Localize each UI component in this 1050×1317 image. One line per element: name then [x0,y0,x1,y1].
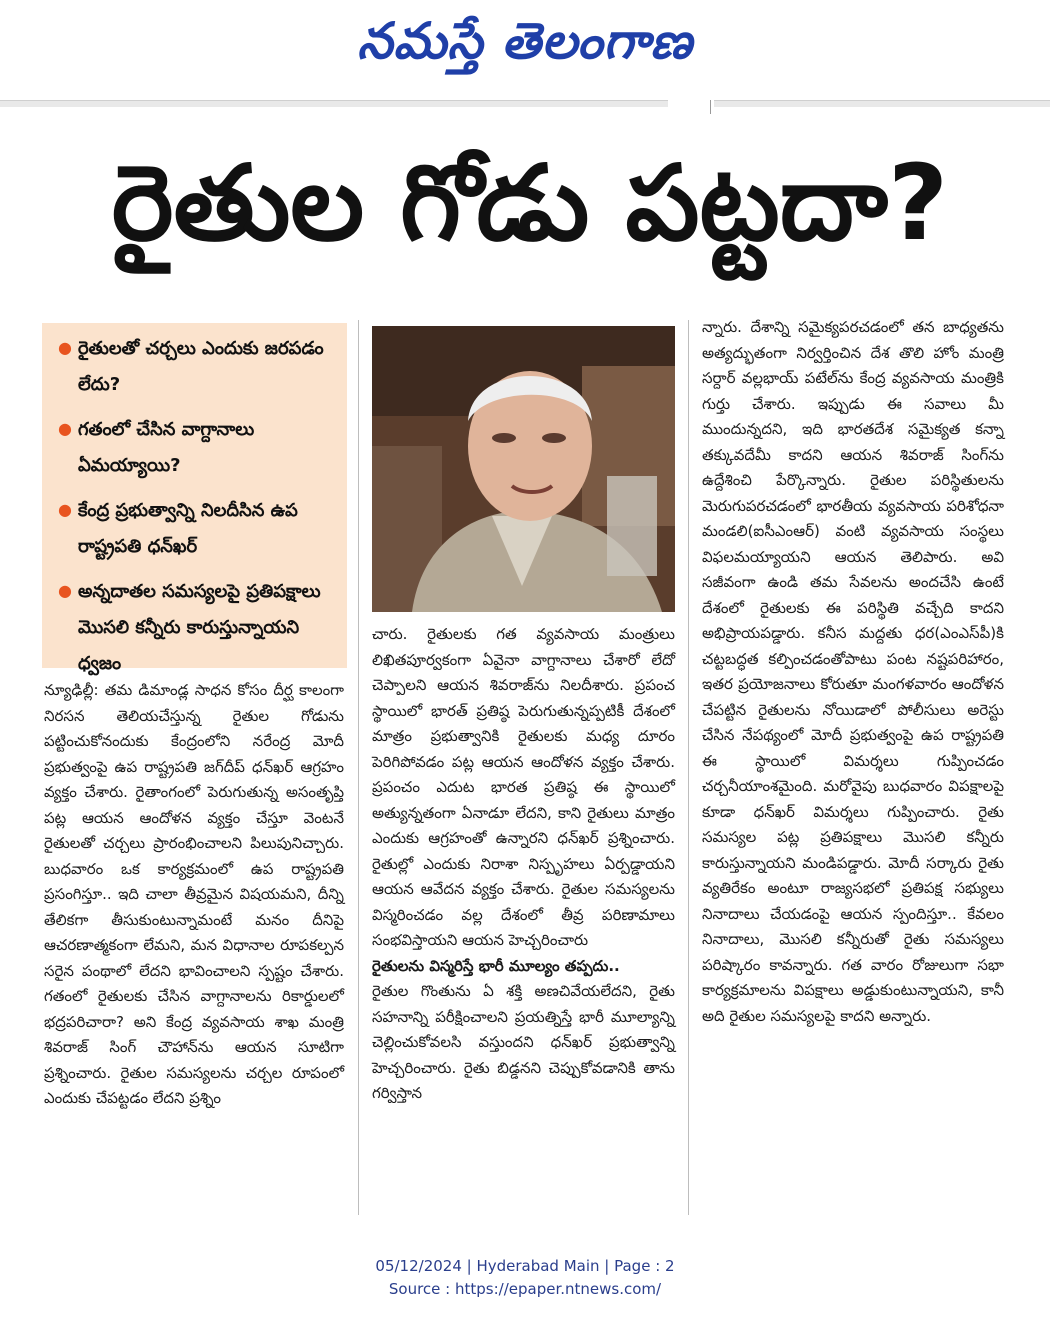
article-paragraph: రైతుల గొంతును ఏ శక్తి అణచివేయలేదని, రైతు సహనాన్ని పరీక్షించాలని ప్రయత్నిస్తే భారీ మూల్యాన్ని చెల్లించుకోవలసి వస్తుందని ధన్‌ఖర్ ప్రభుత్వాన్ని హెచ్చరించారు. రైతు బిడ్డనని చెప్పుకోవడానికి తాను గర్విస్తాన [372,982,675,1102]
highlight-text: గతంలో చేసిన వాగ్దానాలు ఏమయ్యాయి? [78,419,255,476]
highlight-text: రైతులతో చర్చలు ఎందుకు జరపడం లేదు? [78,338,324,395]
column-divider [358,320,359,1215]
masthead-rule-divider [710,100,711,114]
article-column-2 [372,622,675,1207]
article-column-3 [702,315,1004,1205]
article-paragraph: న్నారు. దేశాన్ని సమైక్యపరచడంలో తన బాధ్యతను అత్యద్భుతంగా నిర్వర్తించిన దేశ తొలి హోం మంత్రి సర్దార్ వల్లభాయ్ పటేల్‌ను కేంద్ర వ్యవసాయ మంత్రికి గుర్తు చేశారు. ఇప్పుడు ఈ సవాలు మీ ముందున్నదని, ఇది భారతదేశ సమైక్యత కన్నా తక్కువదేమీ కాదని ఆయన శివరాజ్ సింగ్‌ను ఉద్దేశించి పేర్కొన్నారు. రైతుల పరిస్థితులను మెరుగుపరచడంలో భారతీయ వ్యవసాయ పరిశోధనా మండలి(ఐసీఎంఆర్) వంటి వ్యవసాయ సంస్థలు విఫలమయ్యాయని ఆయన తెలిపారు. అవి సజీవంగా ఉండి తమ సేవలను అందచేసి ఉంటే దేశంలో రైతులకు ఈ పరిస్థితి వచ్చేది కాదని అభిప్రాయపడ్డారు. కనీస మద్దతు ధర(ఎంఎస్‌పీ)కి చట్టబద్ధత కల్పించడంతోపాటు పంట నష్టపరిహారం, ఇతర ప్రయోజనాలు కోరుతూ మంగళవారం ఆందోళన చేపట్టిన రైతులను నోయిడాలో పోలీసులు అరెస్టు చేసిన నేపథ్యంలో మోదీ ప్రభుత్వంపై ఉప రాష్ట్రపతి ఈ స్థాయిలో విమర్శలు గుప్పించడం చర్చనీయాంశమైంది. మరోవైపు బుధవారం విపక్షాలపై కూడా ధన్‌ఖర్ విమర్శలు గుప్పించారు. రైతు సమస్యల పట్ల ప్రతిపక్షాలు మొసలి కన్నీరు కారుస్తున్నాయని మండిపడ్డారు. మోదీ సర్కారు రైతు వ్యతిరేకం అంటూ రాజ్యసభలో ప్రతిపక్ష సభ్యులు నినాదాలు చేయడంపై ఆయన స్పందిస్తూ.. కేవలం నినాదాలు, మొసలి కన్నీరుతో రైతు సమస్యలు పరిష్కారం కావన్నారు. గత వారం రోజులుగా సభా కార్యక్రమాలను విపక్షాలు అడ్డుకుంటున్నాయని, కానీ అది రైతుల సమస్యలపై కాదని అన్నారు. [702,318,1004,1025]
bullet-icon: ● [58,581,72,600]
article-paragraph: చారు. రైతులకు గత వ్యవసాయ మంత్రులు లిఖితపూర్వకంగా ఏవైనా వాగ్దానాలు చేశారో లేదో చెప్పాలని ఆయన శివరాజ్‌ను నిలదీశారు. ప్రపంచ స్థాయిలో భారత్ ప్రతిష్ఠ పెరుగుతున్నప్పటికీ దేశంలో మాత్రం ప్రభుత్వానికి రైతులకు మధ్య దూరం పెరిగిపోవడం పట్ల ఆయన ఆందోళన వ్యక్తం చేశారు. ప్రపంచం ఎదుట భారత ప్రతిష్ఠ ఈ స్థాయిలో అత్యున్నతంగా ఏనాడూ లేదని, కాని రైతులు మాత్రం ఎందుకు ఆగ్రహంతో ఉన్నారని ధన్‌ఖర్ ప్రశ్నించారు. రైతుల్లో ఎందుకు నిరాశా నిస్పృహలు ఏర్పడ్డాయని ఆయన ఆవేదన వ్యక్తం చేశారు. రైతుల సమస్యలను విస్మరించడం వల్ల దేశంలో తీవ్ర పరిణామాలు సంభవిస్తాయని ఆయన హెచ్చరించారు [372,625,675,949]
article-subheading: రైతులను విస్మరిస్తే భారీ మూల్యం తప్పదు.. [372,956,620,975]
news-photo [372,326,675,612]
highlight-item [56,574,335,682]
footer-source-link[interactable]: Source : https://epaper.ntnews.com/ [388,1280,662,1298]
masthead-rule-right [714,100,1050,107]
masthead-rule-left [0,100,668,107]
footer-edition-info: 05/12/2024 | Hyderabad Main | Page : 2 [375,1257,675,1275]
column-divider [688,320,689,1215]
masthead-logo: నమస్తే తెలంగాణ [357,12,693,70]
article-paragraph: న్యూఢిల్లీ: తమ డిమాండ్ల సాధన కోసం దీర్ఘ కాలంగా నిరసన తెలియచేస్తున్న రైతుల గోడును పట్టించుకోనందుకు కేంద్రంలోని నరేంద్ర మోదీ ప్రభుత్వంపై ఉప రాష్ట్రపతి జగ్‌దీప్ ధన్‌ఖర్ ఆగ్రహం వ్యక్తం చేశారు. రైతాంగంలో పెరుగుతున్న అసంతృప్తి పట్ల ఆయన ఆందోళన వ్యక్తం చేస్తూ వెంటనే రైతులతో చర్చలు ప్రారంభించాలని పిలుపునిచ్చారు. బుధవారం ఒక కార్యక్రమంలో ఉప రాష్ట్రపతి ప్రసంగిస్తూ.. ఇది చాలా తీవ్రమైన విషయమని, దీన్ని తేలికగా తీసుకుంటున్నామంటే మనం దీనిపై ఆచరణాత్మకంగా లేమని, మన విధానాల రూపకల్పన సరైన పంథాలో లేదని భావించాలని స్పష్టం చేశారు. గతంలో రైతులకు చేసిన వాగ్దానాలను రికార్డులలో భద్రపరిచారా? అని కేంద్ర వ్యవసాయ శాఖ మంత్రి శివరాజ్ సింగ్ చౌహాన్‌ను ఆయన సూటిగా ప్రశ్నించారు. రైతుల సమస్యలను చర్చల రూపంలో ఎందుకు చేపట్టడం లేదని ప్రశ్నిం [44,681,344,1107]
highlight-item [56,412,335,484]
highlight-item [56,493,335,565]
highlight-text: కేంద్ర ప్రభుత్వాన్ని నిలదీసిన ఉప రాష్ట్రపతి ధన్‌ఖర్ [78,500,298,557]
bullet-icon: ● [58,419,72,438]
highlight-item [56,331,335,403]
highlight-text: అన్నదాతల సమస్యలపై ప్రతిపక్షాలు మొసలి కన్నీరు కారుస్తున్నాయని ధ్వజం [78,581,321,674]
bullet-icon: ● [58,338,72,357]
highlights-box [42,323,347,674]
article-headline: రైతుల గోడు పట్టదా? [111,142,949,264]
article-column-1 [44,678,344,1203]
person-photo-icon [372,326,675,612]
bullet-icon: ● [58,500,72,519]
